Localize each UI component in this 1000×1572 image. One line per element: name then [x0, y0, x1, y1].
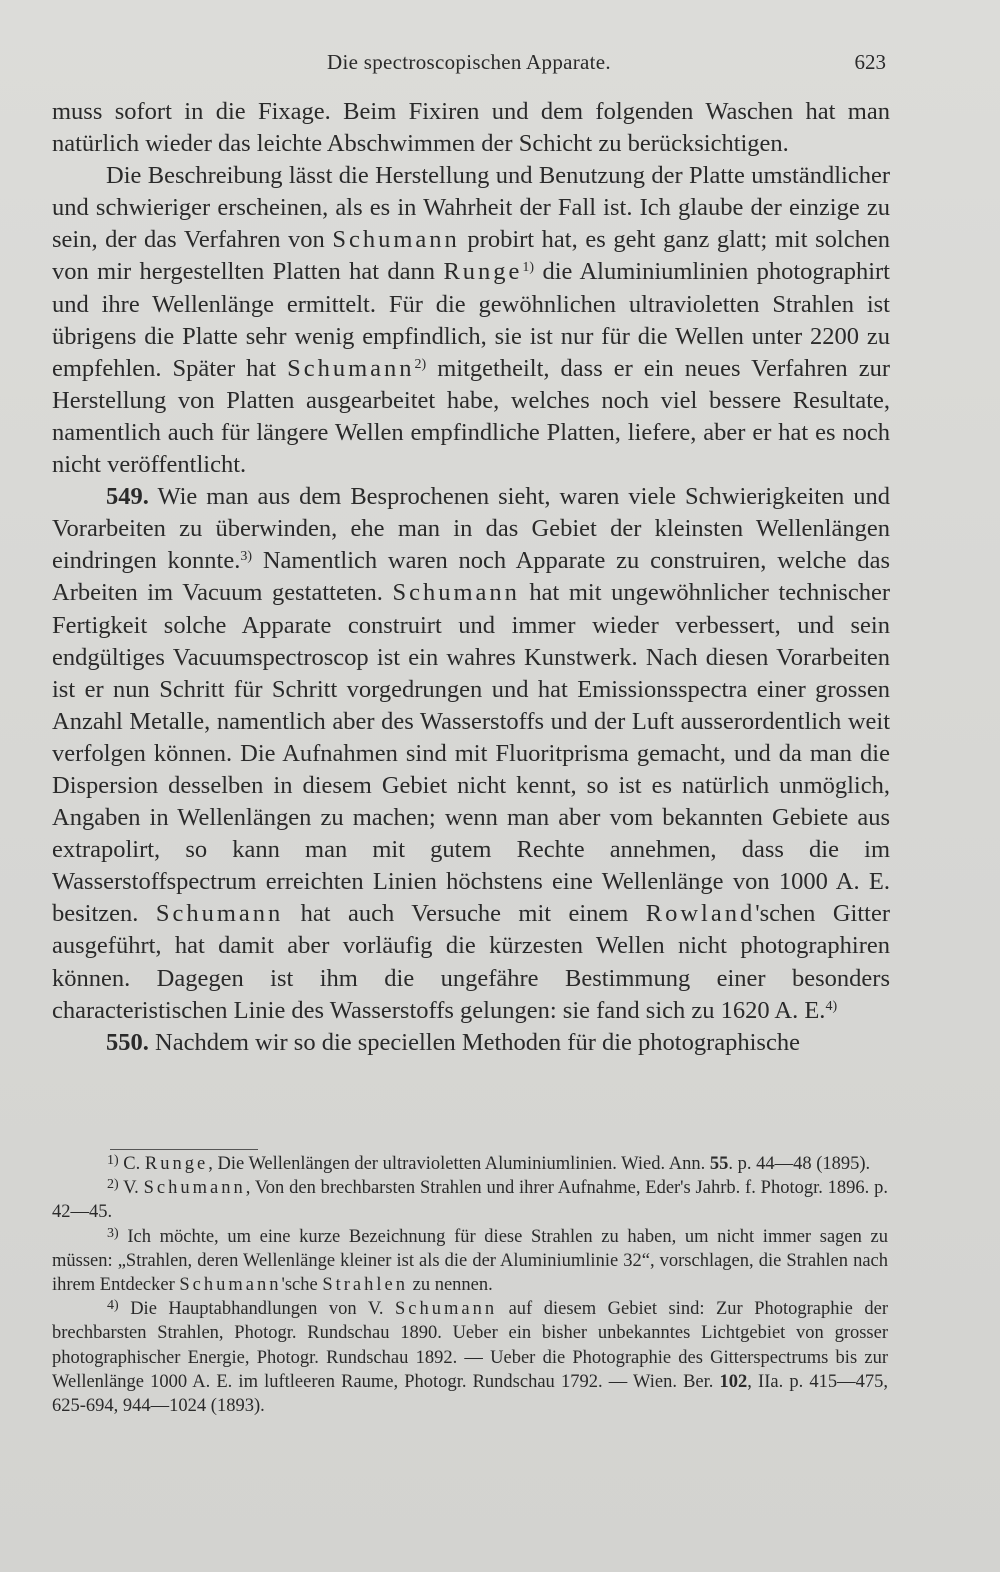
paragraph-550-text-a: Nachdem wir so die speciellen Methoden für die photographische [148, 1028, 800, 1056]
author-name-schumann: Schumann [287, 354, 415, 382]
author-name-schumann: Schumann [392, 579, 520, 607]
page-header [52, 50, 886, 80]
section-number: 549. [106, 483, 149, 511]
author-name-schumann: Schumann [332, 226, 460, 254]
author-name-rowland: Rowland [645, 900, 756, 928]
footnote-3-text-c: zu nennen. [408, 1275, 493, 1296]
footnote-4 [52, 1297, 888, 1418]
author-name-runge: Runge [443, 258, 523, 286]
footnotes [52, 1152, 888, 1418]
volume-number: 102 [719, 1371, 748, 1392]
paragraph-1-text: muss sofort in die Fixage. Beim Fixiren und dem folgenden Waschen hat man natürlich wieder das leichte Abschwimmen der Schicht zu berücksichtigen. [52, 98, 890, 158]
author-name-runge: Runge [144, 1154, 209, 1174]
footnote-ref-4: 4) [825, 998, 838, 1014]
footnote-marker: 3) [107, 1225, 119, 1241]
footnote-2 [52, 1176, 888, 1224]
paragraph-549-text-c: hat mit ungewöhnlicher technischer Fertigkeit solche Apparate construirt und immer wieder verbessert, und sein endgültiges Vacuumspectroscop ist ein wahres Kunstwerk. Nach diesen Vorarbeiten ist er nun Schritt für Schritt vorgedrungen und hat Emissionsspectra einer grossen Anzahl Metalle, namentlich aber des Wasserstoffs und der Luft ausserordentlich weit verfolgen können. Die Aufnahmen sind mit Fluoritprisma gemacht, und da man die Dispersion desselben in diesem Gebiet nicht kennt, so ist es natürlich unmöglich, Angaben in Wellenlängen zu machen; wenn man aber vom bekannten Gebiete aus extrapolirt, so kann man mit gutem Rechte annehmen, dass die im Wasserstoffspectrum erreichten Linien höchstens eine Wellenlänge von 1000 A. E. besitzen. [52, 579, 890, 928]
footnote-3-text-a: Ich möchte, um eine kurze Bezeichnung für diese Strahlen zu haben, um nicht immer sagen zu müssen: „Strahlen, deren Wellenlänge kleiner ist als die der Aluminiumlinie 32“, vorschlagen, die Strahlen nach ihrem Entdecker [52, 1226, 888, 1296]
footnote-1-text-a: C. [118, 1154, 145, 1174]
section-number: 550. [106, 1028, 149, 1056]
paragraph-2 [52, 160, 890, 481]
paragraph-549 [52, 481, 890, 1027]
footnote-marker: 4) [107, 1298, 119, 1314]
paragraph-549-text-d: hat auch Versuche mit einem [283, 900, 646, 928]
footnote-ref-1: 1) [522, 260, 535, 276]
footnote-marker: 1) [107, 1153, 119, 1168]
paragraph-2-text-b: probirt hat, es geht ganz glatt; mit solchen von mir hergestellten Platten hat dann [52, 226, 890, 286]
page-number: 623 [854, 50, 886, 74]
footnote-1 [52, 1152, 888, 1176]
footnote-4-text-a: Die Hauptabhandlungen von V. [118, 1299, 395, 1320]
paragraph-2-text-c: die Aluminiumlinien photographirt und ihre Wellenlänge ermittelt. Für die gewöhnlichen ultravioletten Strahlen ist übrigens die Platte sehr wenig empfindlich, sie ist nur für die Wellen unter 2200 zu empfehlen. Später hat [52, 258, 890, 382]
author-name-schumann: Schumann [155, 900, 284, 928]
volume-number: 55 [709, 1154, 729, 1174]
footnote-marker: 2) [107, 1177, 119, 1193]
author-name-schumann: Schumann [143, 1178, 246, 1199]
footnote-4-text-b: auf diesem Gebiet sind: Zur Photographie der brechbarsten Strahlen, Photogr. Rundschau 1890. Ueber ein bisher unbekanntes Lichtgebiet von grosser photographischer Energie, Photogr. Rundschau 1892. — Ueber die Photographie des Gitterspectrums bis zur Wellenlänge 1000 A. E. im luftleeren Raume, Photogr. Rundschau 1792. — Wien. Ber. [52, 1299, 888, 1392]
paragraph-549-text-a: Wie man aus dem Besprochenen sieht, waren viele Schwierigkeiten und Vorarbeiten zu überwinden, ehe man in das Gebiet der kleinsten Wellenlängen eindringen konnte. [52, 483, 890, 575]
paragraph-549-text-b: Namentlich waren noch Apparate zu construiren, welche das Arbeiten im Vacuum gestatteten. [52, 547, 891, 607]
footnote-2-text-b: , Von den brechbarsten Strahlen und ihrer Aufnahme, Eder's Jahrb. f. Photogr. 1896. p. 42—45. [52, 1178, 888, 1223]
paragraph-2-text-a: Die Beschreibung lässt die Herstellung und Benutzung der Platte umständlicher und schwieriger erscheinen, als es in Wahrheit der Fall ist. Ich glaube der einzige zu sein, der das Verfahren von [52, 162, 890, 254]
author-name-schumann: Schumann [179, 1275, 282, 1296]
body-text [52, 96, 890, 1059]
footnote-3 [52, 1225, 888, 1298]
footnote-divider [110, 1149, 258, 1150]
author-name-schumann: Schumann [394, 1299, 498, 1320]
term-strahlen: Strahlen [322, 1275, 408, 1296]
footnote-4-text-c: , IIa. p. 415—475, 625-694, 944—1024 (1893). [52, 1371, 888, 1417]
running-title: Die spectroscopischen Apparate. [327, 50, 611, 74]
footnote-1-text-b: , Die Wellenlängen der ultravioletten Aluminiumlinien. Wied. Ann. [208, 1154, 710, 1174]
footnote-ref-3: 3) [240, 549, 253, 565]
footnote-ref-2: 2) [414, 356, 427, 372]
paragraph-1 [52, 96, 890, 160]
footnote-3-text-b: 'sche [281, 1275, 323, 1296]
paragraph-550 [52, 1027, 890, 1059]
paragraph-2-text-d: mitgetheilt, dass er ein neues Verfahren zur Herstellung von Platten ausgearbeitet habe, welches noch viel bessere Resultate, namentlich auch für längere Wellen empfindliche Platten, liefere, aber er hat es noch nicht veröffentlicht. [52, 354, 890, 479]
paragraph-549-text-e: 'schen Gitter ausgeführt, hat damit aber vorläufig die kürzesten Wellen nicht photographiren können. Dagegen ist ihm die ungefähre Bestimmung einer besonders characteristischen Linie des Wasserstoffs gelungen: sie fand sich zu 1620 A. E. [52, 900, 890, 1024]
footnote-2-text-a: V. [118, 1178, 144, 1199]
footnote-1-text-c: . p. 44—48 (1895). [728, 1154, 871, 1174]
